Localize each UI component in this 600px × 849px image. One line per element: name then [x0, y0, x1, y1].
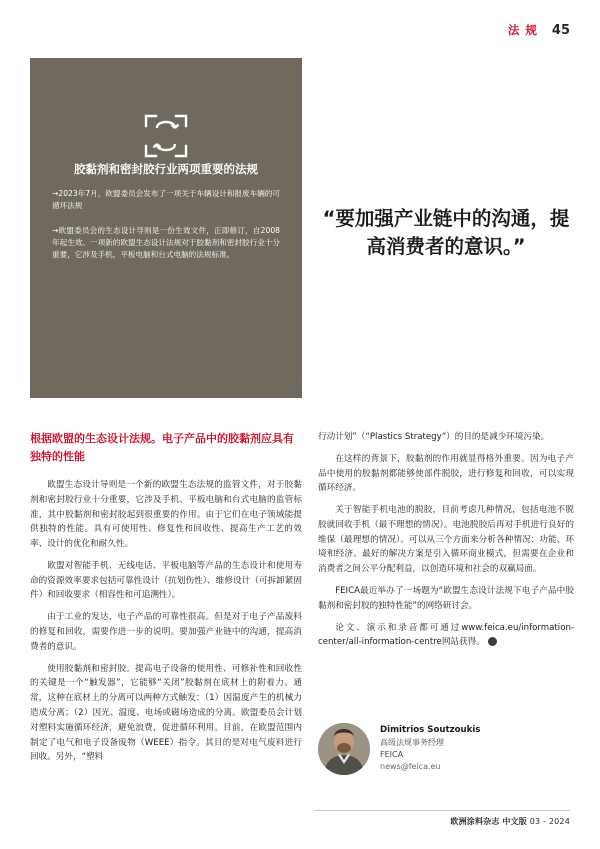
hero-bullet: →2023年7月，欧盟委员会发布了一项关于车辆设计和报废车辆的可循环法规	[52, 189, 280, 211]
body-paragraph: 使用胶黏剂和密封胶。提高电子设备的使用性、可修补性和回收性的关键是一个“触发器”，它能够“关闭”胶黏剂在底材上的附着力。通常，这种在底材上的分离可以两种方式触发：（1）因温度产生的机械力造成分离；（2）因光、温度、电场或磁场造成的分离。欧盟委员会计划对塑料实施循环经济，避免浪费，促进循环利用。目前，在欧盟范围内制定了电气和电子设备废物（WEEE）指令。其目的是对电气废料进行回收。另外，“塑料	[30, 663, 302, 763]
page-number: 45	[551, 23, 570, 38]
author-organization: FEICA	[380, 750, 404, 759]
body-paragraph-with-link	[318, 621, 574, 651]
author-name: Dimitrios Soutzoukis	[380, 725, 481, 735]
article-heading: 根据欧盟的生态设计法规。电子产品中的胶黏剂应具有独特的性能	[30, 432, 294, 464]
body-paragraph: 欧盟对智能手机、无线电话、平板电脑等产品的生态设计和使用寿命的资源效率要求包括可靠性设计（抗划伤性）、维修设计（可拆卸紧固件）和回收要求（相容性和可追溯性）。	[30, 560, 302, 601]
body-paragraph: 行动计划”（“Plastics Strategy”）的目的是减少环境污染。	[318, 432, 550, 442]
page-header	[508, 22, 570, 38]
footer-divider	[314, 810, 570, 811]
end-of-article-marker	[488, 637, 497, 646]
hero-bullet-list	[52, 188, 280, 273]
body-paragraph: FEICA最近举办了一场题为“欧盟生态设计法规下电子产品中胶黏剂和密封胶的独特性能”的网络研讨会。	[318, 586, 574, 611]
pull-quote: “要加强产业链中的沟通，提高消费者的意识。”	[322, 207, 570, 259]
avatar	[318, 723, 370, 775]
footer-issue: 03 - 2024	[529, 817, 570, 826]
author-email[interactable]: news@feica.eu	[380, 762, 441, 771]
body-paragraph: 欧盟生态设计导则是一个新的欧盟生态法规的监管文件，对于胶黏剂和密封胶行业十分重要，它涉及手机、平板电脑和台式电脑的监管标准，其中胶黏剂和密封胶起到很重要的作用。由于它们在电子领域能提供独特的性能。具有可使用性、修复性和回收性、提高生产工艺的效率、设计的优化和耐久性。	[30, 480, 302, 550]
body-paragraph: 在这样的背景下，胶黏剂的作用就显得格外重要。因为电子产品中使用的胶黏剂都能够使部件脱胶，进行修复和回收，可以实现循环经济。	[318, 453, 574, 494]
author-meta	[380, 723, 480, 773]
header-section-label: 法 规	[507, 23, 538, 37]
feica-info-link[interactable]: 论文、演示和录音都可通过www.feica.eu/information-center/all-information-centre网站获得。	[318, 622, 574, 648]
page-footer	[450, 816, 570, 827]
body-paragraph: 关于智能手机电池的脱胶，目前考虑几种情况，包括电池不脱胶就回收手机（最不理想的情况）。电池脱胶后再对手机进行良好的维保（最理想的情况）。可以从三个方面来分析各种情况：功能、环境和经济。最好的解决方案是引入循环商业模式，但需要在企业和消费者之间公平分配利益，以创造环境和社会的双赢局面。	[318, 505, 574, 575]
author-block	[318, 723, 574, 775]
body-column-left	[30, 478, 302, 772]
author-role: 高级法规事务经理	[380, 738, 444, 747]
body-paragraph: 由于工业的发达，电子产品的可靠性很高。但是对于电子产品废料的修复和回收，需要作进一步的说明。要加强产业链中的沟通，提高消费者的意识。	[30, 612, 302, 652]
hero-bullet: →欧盟委员会的生态设计导则是一份生效文件，正即修订，自2008年起生效。一项新的欧盟生态设计法规对于胶黏剂和密封胶行业十分重要，它涉及手机、平板电脑和台式电脑的法规标准。	[52, 225, 280, 260]
hero-panel	[30, 58, 302, 398]
hero-title: 胶黏剂和密封胶行业两项重要的法规	[74, 162, 258, 176]
footer-edition: 中文版	[502, 817, 527, 826]
body-column-right	[318, 430, 574, 657]
footer-publication: 欧洲涂料杂志	[450, 817, 500, 826]
